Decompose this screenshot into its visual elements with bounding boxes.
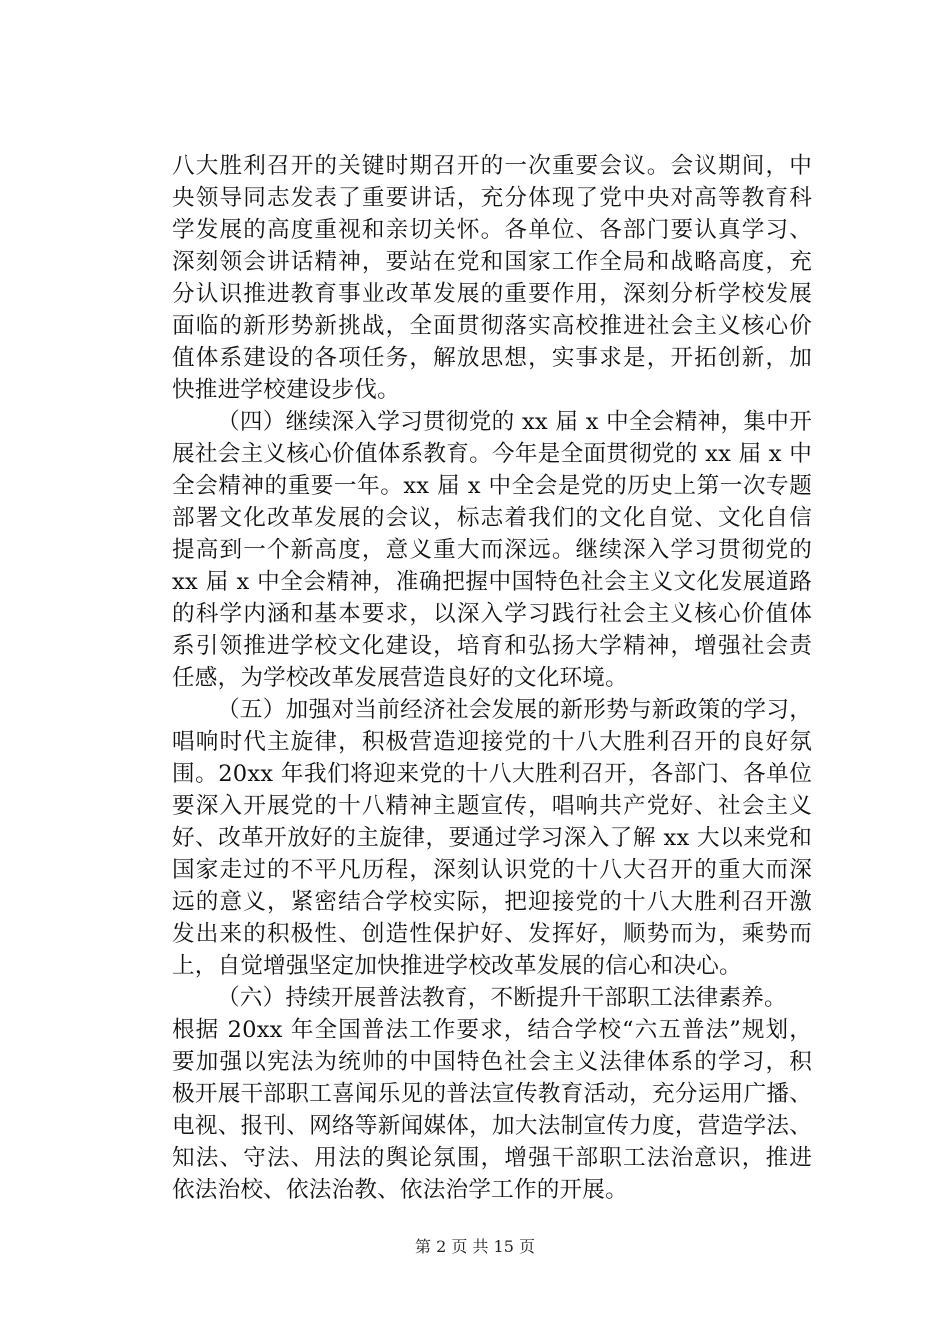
text-line: 值体系建设的各项任务，解放思想，实事求是，开拓创新，加: [172, 345, 812, 371]
text-line: （六）持续开展普法教育，不断提升干部职工法律素养。: [217, 985, 787, 1011]
text-line: 面临的新形势新挑战，全面贯彻落实高校推进社会主义核心价: [172, 313, 812, 339]
paragraph-section-6: [172, 982, 812, 1206]
text-line: xx 届 x 中全会精神，准确把握中国特色社会主义文化发展道路: [172, 569, 812, 595]
text-line: 八大胜利召开的关键时期召开的一次重要会议。会议期间，中: [172, 153, 812, 179]
text-line: （五）加强对当前经济社会发展的新形势与新政策的学习，: [217, 697, 812, 723]
text-line: 任感，为学校改革发展营造良好的文化环境。: [172, 665, 628, 691]
text-line: 知法、守法、用法的舆论氛围，增强干部职工法治意识，推进: [172, 1145, 812, 1171]
text-line: 展社会主义核心价值体系教育。今年是全面贯彻党的 xx 届 x 中: [172, 441, 812, 467]
text-line: 上，自觉增强坚定加快推进学校改革发展的信心和决心。: [172, 953, 742, 979]
text-line: 好、改革开放好的主旋律，要通过学习深入了解 xx 大以来党和: [172, 825, 812, 851]
text-line: 发出来的积极性、创造性保护好、发挥好，顺势而为，乘势而: [172, 921, 812, 947]
text-line: 部署文化改革发展的会议，标志着我们的文化自觉、文化自信: [172, 505, 812, 531]
paragraph-continuation: [172, 150, 812, 406]
text-line: 提高到一个新高度，意义重大而深远。继续深入学习贯彻党的: [172, 537, 812, 563]
text-line: 全会精神的重要一年。xx 届 x 中全会是党的历史上第一次专题: [172, 473, 812, 499]
text-line: 系引领推进学校文化建设，培育和弘扬大学精神，增强社会责: [172, 633, 812, 659]
text-line: 分认识推进教育事业改革发展的重要作用，深刻分析学校发展: [172, 281, 812, 307]
text-line: 要加强以宪法为统帅的中国特色社会主义法律体系的学习，积: [172, 1049, 812, 1075]
paragraph-section-4: [172, 406, 812, 694]
text-line: （四）继续深入学习贯彻党的 xx 届 x 中全会精神，集中开: [217, 409, 812, 435]
text-line: 央领导同志发表了重要讲话，充分体现了党中央对高等教育科: [172, 185, 812, 211]
text-line: 的科学内涵和基本要求，以深入学习践行社会主义核心价值体: [172, 601, 812, 627]
text-line: 依法治校、依法治教、依法治学工作的开展。: [172, 1177, 628, 1203]
text-line: 围。20xx 年我们将迎来党的十八大胜利召开，各部门、各单位: [172, 761, 812, 787]
document-body: [172, 150, 812, 1206]
text-line: 唱响时代主旋律，积极营造迎接党的十八大胜利召开的良好氛: [172, 729, 812, 755]
text-line: 电视、报刊、网络等新闻媒体，加大法制宣传力度，营造学法、: [172, 1113, 812, 1139]
text-line: 要深入开展党的十八精神主题宣传，唱响共产党好、社会主义: [172, 793, 812, 819]
text-line: 快推进学校建设步伐。: [172, 377, 400, 403]
text-line: 深刻领会讲话精神，要站在党和国家工作全局和战略高度，充: [172, 249, 812, 275]
text-line: 根据 20xx 年全国普法工作要求，结合学校“六五普法”规划，: [172, 1017, 812, 1043]
text-line: 国家走过的不平凡历程，深刻认识党的十八大召开的重大而深: [172, 857, 812, 883]
paragraph-section-5: [172, 694, 812, 982]
text-line: 远的意义，紧密结合学校实际，把迎接党的十八大胜利召开激: [172, 889, 812, 915]
text-line: 学发展的高度重视和亲切关怀。各单位、各部门要认真学习、: [172, 217, 812, 243]
text-line: 极开展干部职工喜闻乐见的普法宣传教育活动，充分运用广播、: [172, 1081, 812, 1107]
page-number-footer: 第 2 页 共 15 页: [415, 1237, 535, 1256]
